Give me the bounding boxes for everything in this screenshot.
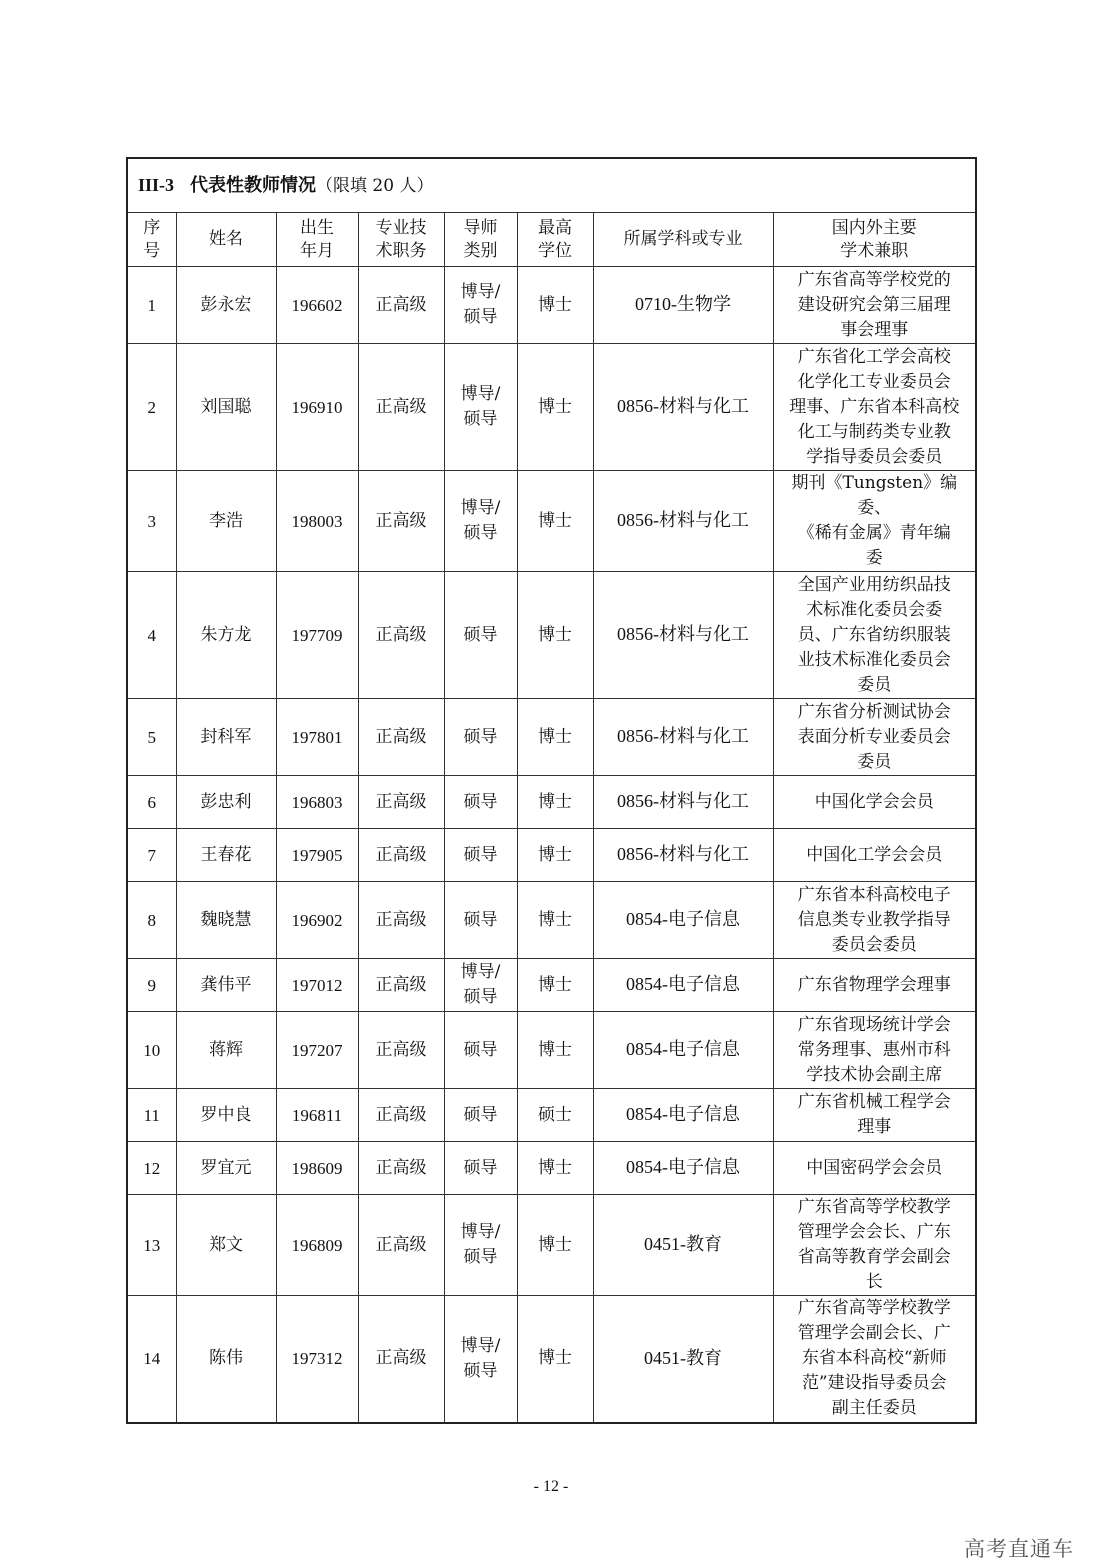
header-tutor: 导师 类别 — [444, 213, 517, 267]
row-name-text: 罗宜元 — [200, 1157, 252, 1178]
row-discipline — [593, 1142, 773, 1195]
row-duty-line: 管理学会会长、广东 — [797, 1222, 951, 1242]
section-title-cell — [127, 158, 976, 213]
row-title — [358, 699, 444, 776]
row-duty — [773, 471, 976, 572]
row-birth-text: 197207 — [291, 1040, 343, 1060]
row-degree — [517, 1296, 593, 1423]
row-name — [176, 1142, 276, 1195]
row-seq-text: 11 — [143, 1105, 160, 1125]
row-title-text: 正高级 — [375, 1234, 427, 1255]
row-name-text: 彭忠利 — [200, 791, 252, 812]
row-tutor-line: 硕导 — [463, 1360, 498, 1381]
table-row — [127, 1012, 976, 1089]
row-discipline-text: 0710-生物学 — [635, 294, 731, 314]
row-tutor-line: 博导/ — [460, 384, 501, 404]
row-discipline — [593, 776, 773, 829]
row-duty-line: 委员 — [857, 674, 892, 695]
row-birth-text: 197801 — [291, 727, 343, 747]
row-tutor — [444, 776, 517, 829]
row-tutor-line: 硕导 — [463, 791, 498, 812]
row-birth-text: 196602 — [291, 295, 343, 315]
row-discipline-text: 0854-电子信息 — [626, 1104, 740, 1124]
row-degree — [517, 267, 593, 344]
row-duty — [773, 1296, 976, 1423]
row-discipline — [593, 344, 773, 471]
row-tutor-line: 博导/ — [460, 1222, 501, 1242]
row-seq-text: 12 — [143, 1158, 161, 1178]
row-title-text: 正高级 — [375, 844, 427, 865]
row-degree — [517, 1012, 593, 1089]
row-discipline — [593, 267, 773, 344]
row-seq — [127, 1195, 176, 1296]
row-name-text: 刘国聪 — [200, 396, 252, 417]
row-duty-line: 术标准化委员会委 — [806, 599, 943, 620]
row-tutor — [444, 1089, 517, 1142]
row-discipline — [593, 572, 773, 699]
row-discipline-text: 0856-材料与化工 — [617, 624, 749, 644]
row-birth — [276, 882, 358, 959]
row-title-text: 正高级 — [375, 1157, 427, 1178]
row-birth — [276, 572, 358, 699]
table-row — [127, 267, 976, 344]
row-tutor — [444, 882, 517, 959]
row-seq — [127, 471, 176, 572]
row-duty — [773, 959, 976, 1012]
row-seq — [127, 1142, 176, 1195]
row-title — [358, 1012, 444, 1089]
row-title-text: 正高级 — [375, 974, 427, 995]
row-title-text: 正高级 — [375, 791, 427, 812]
row-discipline — [593, 699, 773, 776]
row-title — [358, 1089, 444, 1142]
row-discipline — [593, 471, 773, 572]
row-seq-text: 8 — [147, 910, 156, 930]
row-name — [176, 959, 276, 1012]
row-degree — [517, 1195, 593, 1296]
row-name-text: 魏晓慧 — [200, 909, 252, 930]
row-tutor-line: 博导/ — [460, 282, 501, 302]
row-degree-text: 博士 — [538, 1348, 572, 1369]
table-row — [127, 344, 976, 471]
row-duty-line: 理事 — [857, 1117, 892, 1137]
row-tutor-line: 硕导 — [463, 987, 498, 1007]
row-name-text: 李浩 — [209, 510, 243, 531]
row-degree-text: 博士 — [538, 909, 572, 930]
row-degree — [517, 1089, 593, 1142]
section-code: III-3 — [138, 174, 175, 195]
row-title — [358, 829, 444, 882]
row-name-text: 龚伟平 — [200, 974, 252, 995]
row-birth-text: 197709 — [291, 625, 343, 645]
row-birth-text: 196811 — [291, 1105, 343, 1125]
row-birth — [276, 1195, 358, 1296]
row-discipline-text: 0856-材料与化工 — [617, 396, 749, 416]
row-title — [358, 1296, 444, 1423]
row-seq-text: 10 — [143, 1040, 161, 1060]
row-duty — [773, 1142, 976, 1195]
row-duty — [773, 882, 976, 959]
row-duty-line: 事会理事 — [840, 319, 909, 340]
row-birth-text: 198609 — [291, 1158, 343, 1178]
row-duty-line: 广东省现场统计学会 — [797, 1014, 951, 1035]
row-seq-text: 2 — [147, 397, 156, 417]
row-degree — [517, 572, 593, 699]
row-duty-line: 期刊《Tungsten》编委、 — [791, 473, 958, 518]
row-duty-line: 广东省高等学校教学 — [797, 1298, 951, 1319]
row-tutor — [444, 959, 517, 1012]
row-discipline — [593, 829, 773, 882]
row-degree — [517, 471, 593, 572]
row-duty-line: 省高等教育学会副会 — [797, 1247, 951, 1267]
table-row — [127, 572, 976, 699]
row-birth — [276, 1089, 358, 1142]
row-tutor — [444, 572, 517, 699]
table-row — [127, 699, 976, 776]
row-seq-text: 7 — [147, 845, 156, 865]
row-title-text: 正高级 — [375, 1039, 427, 1060]
row-title-text: 正高级 — [375, 510, 427, 531]
row-degree — [517, 1142, 593, 1195]
teacher-table-wrapper — [126, 157, 975, 1424]
row-seq-text: 14 — [143, 1349, 161, 1369]
row-title — [358, 1195, 444, 1296]
section-note: （限填 20 人） — [316, 175, 434, 196]
row-duty-line: 《稀有金属》青年编 — [797, 523, 951, 543]
row-degree-text: 博士 — [538, 1039, 572, 1060]
row-name-text: 彭永宏 — [200, 294, 252, 315]
row-duty-line: 广东省本科高校电子 — [797, 884, 951, 905]
row-duty-line: 员、广东省纺织服装 — [797, 624, 951, 645]
row-seq — [127, 1296, 176, 1423]
row-birth-text: 196902 — [291, 910, 343, 930]
row-name-text: 朱方龙 — [200, 624, 252, 645]
row-degree-text: 博士 — [538, 974, 572, 995]
page-number: - 12 - — [533, 1478, 569, 1495]
row-title-text: 正高级 — [375, 1104, 427, 1125]
row-duty — [773, 572, 976, 699]
row-birth-text: 196910 — [291, 397, 343, 417]
row-tutor-line: 博导/ — [460, 962, 501, 982]
table-header-row — [127, 213, 976, 267]
row-degree-text: 博士 — [538, 844, 572, 865]
row-discipline-text: 0856-材料与化工 — [617, 791, 749, 811]
row-duty-line: 委 — [865, 548, 883, 568]
row-discipline — [593, 1012, 773, 1089]
row-seq — [127, 1089, 176, 1142]
row-name-text: 蒋辉 — [209, 1039, 243, 1060]
row-duty-line: 中国密码学会会员 — [806, 1157, 943, 1178]
representative-teachers-table — [126, 157, 977, 1424]
row-name-text: 陈伟 — [209, 1348, 243, 1369]
row-degree-text: 硕士 — [538, 1104, 572, 1125]
row-duty — [773, 344, 976, 471]
row-duty-line: 东省本科高校“新师 — [801, 1348, 947, 1369]
row-degree — [517, 344, 593, 471]
row-birth — [276, 1142, 358, 1195]
row-duty-line: 广东省分析测试协会 — [797, 701, 951, 722]
row-seq — [127, 344, 176, 471]
row-duty-line: 全国产业用纺织品技 — [797, 574, 951, 595]
row-title — [358, 267, 444, 344]
row-discipline — [593, 959, 773, 1012]
row-tutor — [444, 1142, 517, 1195]
row-duty-line: 广东省高等学校教学 — [797, 1197, 951, 1217]
row-duty-line: 广东省物理学会理事 — [797, 974, 951, 995]
row-discipline-text: 0856-材料与化工 — [617, 726, 749, 746]
row-name-text: 王春花 — [200, 844, 252, 865]
row-duty-line: 常务理事、惠州市科 — [797, 1039, 951, 1060]
row-duty — [773, 1195, 976, 1296]
row-tutor-line: 硕导 — [463, 1157, 498, 1178]
row-birth — [276, 959, 358, 1012]
row-tutor-line: 硕导 — [463, 1104, 498, 1125]
row-title — [358, 572, 444, 699]
row-discipline-text: 0854-电子信息 — [626, 1039, 740, 1059]
row-tutor-line: 硕导 — [463, 523, 498, 543]
row-title — [358, 471, 444, 572]
row-duty-line: 广东省高等学校党的 — [797, 269, 951, 290]
row-name-text: 罗中良 — [200, 1104, 252, 1125]
row-birth — [276, 776, 358, 829]
row-birth-text: 196803 — [291, 792, 343, 812]
row-discipline-text: 0854-电子信息 — [626, 909, 740, 929]
row-duty-line: 建设研究会第三届理 — [797, 294, 951, 315]
row-degree — [517, 776, 593, 829]
row-birth — [276, 267, 358, 344]
row-tutor — [444, 1296, 517, 1423]
row-seq — [127, 829, 176, 882]
row-degree-text: 博士 — [538, 791, 572, 812]
row-title — [358, 776, 444, 829]
row-name — [176, 471, 276, 572]
row-birth-text: 197312 — [291, 1349, 343, 1369]
row-seq — [127, 267, 176, 344]
row-degree — [517, 959, 593, 1012]
row-duty-line: 业技术标准化委员会 — [797, 649, 951, 670]
row-duty-line: 广东省机械工程学会 — [797, 1092, 951, 1112]
row-tutor — [444, 829, 517, 882]
row-duty-line: 管理学会副会长、广 — [797, 1323, 951, 1344]
row-seq-text: 1 — [147, 295, 156, 315]
table-row — [127, 1195, 976, 1296]
row-seq — [127, 1012, 176, 1089]
row-birth-text: 197905 — [291, 845, 343, 865]
row-name-text: 郑文 — [209, 1234, 243, 1255]
header-discipline: 所属学科或专业 — [593, 213, 773, 267]
row-duty — [773, 829, 976, 882]
row-duty-line: 广东省化工学会高校 — [797, 346, 951, 367]
row-duty-line: 副主任委员 — [831, 1398, 917, 1419]
row-degree — [517, 882, 593, 959]
row-name — [176, 776, 276, 829]
row-tutor-line: 硕导 — [463, 1247, 498, 1267]
row-discipline-text: 0451-教育 — [644, 1347, 722, 1368]
row-duty-line: 学指导委员会委员 — [806, 446, 943, 467]
row-title-text: 正高级 — [375, 294, 427, 315]
row-discipline-text: 0854-电子信息 — [626, 1157, 740, 1177]
row-tutor-line: 硕导 — [463, 726, 498, 747]
row-tutor — [444, 344, 517, 471]
row-degree — [517, 829, 593, 882]
row-name — [176, 829, 276, 882]
row-tutor — [444, 1195, 517, 1296]
row-title — [358, 344, 444, 471]
table-row — [127, 959, 976, 1012]
row-discipline-text: 0854-电子信息 — [626, 974, 740, 994]
row-duty — [773, 267, 976, 344]
row-duty-line: 化工与制药类专业教 — [797, 421, 951, 442]
row-duty — [773, 776, 976, 829]
row-name — [176, 1296, 276, 1423]
row-degree-text: 博士 — [538, 1234, 572, 1255]
row-name — [176, 699, 276, 776]
row-discipline-text: 0451-教育 — [644, 1234, 722, 1254]
table-row — [127, 1296, 976, 1423]
row-tutor — [444, 1012, 517, 1089]
row-birth-text: 198003 — [291, 511, 343, 531]
header-title: 专业技 术职务 — [358, 213, 444, 267]
row-birth-text: 197012 — [291, 975, 343, 995]
row-duty-line: 委员会委员 — [831, 934, 917, 955]
row-duty — [773, 699, 976, 776]
row-seq-text: 9 — [147, 975, 156, 995]
row-name — [176, 344, 276, 471]
row-duty-line: 表面分析专业委员会 — [797, 726, 951, 747]
row-title-text: 正高级 — [375, 726, 427, 747]
table-row — [127, 776, 976, 829]
row-discipline — [593, 1296, 773, 1423]
row-birth — [276, 1296, 358, 1423]
row-duty-line: 委员 — [857, 751, 892, 772]
row-tutor-line: 硕导 — [463, 909, 498, 930]
row-degree-text: 博士 — [538, 624, 572, 645]
table-row — [127, 829, 976, 882]
table-row — [127, 882, 976, 959]
row-duty-line: 中国化工学会会员 — [806, 844, 943, 865]
row-title — [358, 882, 444, 959]
row-duty — [773, 1089, 976, 1142]
row-name — [176, 572, 276, 699]
row-seq-text: 4 — [147, 625, 156, 645]
row-tutor-line: 博导/ — [460, 498, 501, 518]
row-discipline-text: 0856-材料与化工 — [617, 844, 749, 864]
row-birth — [276, 344, 358, 471]
row-duty — [773, 1012, 976, 1089]
row-birth — [276, 699, 358, 776]
row-title-text: 正高级 — [375, 909, 427, 930]
table-row — [127, 1142, 976, 1195]
row-title-text: 正高级 — [375, 1348, 427, 1369]
row-tutor-line: 硕导 — [463, 844, 498, 865]
row-tutor — [444, 699, 517, 776]
row-title-text: 正高级 — [375, 396, 427, 417]
row-tutor — [444, 267, 517, 344]
row-seq — [127, 959, 176, 1012]
row-title — [358, 1142, 444, 1195]
header-seq: 序 号 — [127, 213, 176, 267]
row-discipline — [593, 1195, 773, 1296]
row-name-text: 封科军 — [200, 726, 252, 747]
row-name — [176, 1012, 276, 1089]
table-row — [127, 1089, 976, 1142]
row-duty-line: 化学化工专业委员会 — [797, 371, 951, 392]
row-title — [358, 959, 444, 1012]
row-duty-line: 长 — [865, 1272, 883, 1292]
row-degree-text: 博士 — [538, 294, 572, 315]
header-degree: 最高 学位 — [517, 213, 593, 267]
row-seq — [127, 572, 176, 699]
row-tutor-line: 硕导 — [463, 624, 498, 645]
row-tutor-line: 硕导 — [463, 409, 498, 429]
row-tutor — [444, 471, 517, 572]
row-discipline — [593, 882, 773, 959]
row-birth — [276, 829, 358, 882]
row-birth — [276, 471, 358, 572]
row-seq — [127, 776, 176, 829]
row-tutor-line: 博导/ — [460, 1335, 501, 1356]
row-duty-line: 理事、广东省本科高校 — [789, 396, 960, 417]
row-duty-line: 学技术协会副主席 — [806, 1064, 943, 1085]
row-degree — [517, 699, 593, 776]
row-birth — [276, 1012, 358, 1089]
row-name — [176, 1089, 276, 1142]
table-row — [127, 471, 976, 572]
section-title: 代表性教师情况 — [190, 174, 317, 196]
row-duty-line: 信息类专业教学指导 — [797, 909, 951, 930]
row-name — [176, 882, 276, 959]
row-title-text: 正高级 — [375, 624, 427, 645]
row-duty-line: 中国化学会会员 — [814, 791, 934, 812]
row-duty-line: 范”建设指导委员会 — [801, 1373, 947, 1394]
header-birth: 出生 年月 — [276, 213, 358, 267]
header-duty: 国内外主要 学术兼职 — [773, 213, 976, 267]
header-name: 姓名 — [176, 213, 276, 267]
row-degree-text: 博士 — [538, 510, 572, 531]
row-degree-text: 博士 — [538, 726, 572, 747]
watermark-text: 高考直通车 — [964, 1537, 1074, 1561]
row-seq-text: 5 — [147, 727, 156, 747]
row-name — [176, 1195, 276, 1296]
row-seq-text: 3 — [147, 511, 156, 531]
row-seq — [127, 699, 176, 776]
row-seq-text: 13 — [143, 1235, 161, 1255]
row-tutor-line: 硕导 — [463, 307, 498, 327]
row-tutor-line: 硕导 — [463, 1039, 498, 1060]
row-seq-text: 6 — [147, 792, 156, 812]
row-degree-text: 博士 — [538, 1157, 572, 1178]
row-name — [176, 267, 276, 344]
row-discipline-text: 0856-材料与化工 — [617, 510, 749, 530]
row-degree-text: 博士 — [538, 396, 572, 417]
row-seq — [127, 882, 176, 959]
row-birth-text: 196809 — [291, 1235, 343, 1255]
row-discipline — [593, 1089, 773, 1142]
